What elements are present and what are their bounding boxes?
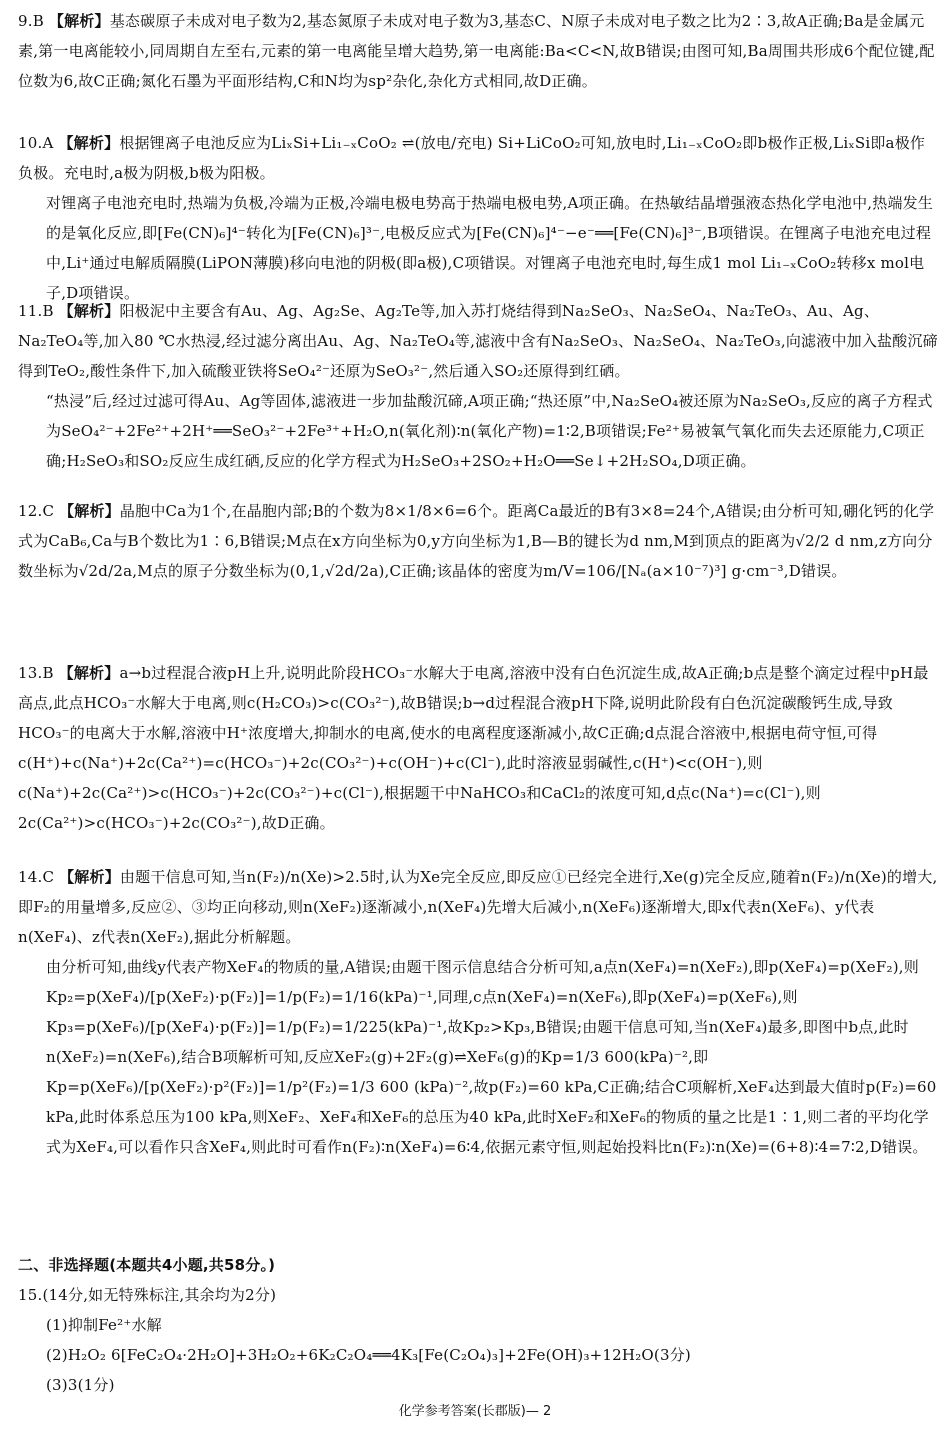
q13-analysis-tag: 【解析】 bbox=[58, 664, 120, 682]
q9-analysis-tag: 【解析】 bbox=[48, 12, 110, 30]
q10-paragraph-2: 对锂离子电池充电时,热端为负极,冷端为正极,冷端电极电势高于热端电极电势,A项正确。在热敏结晶增强液态热化学电池中,热端发生的是氧化反应,即[Fe(CN)₆]⁴⁻转化为[Fe(CN)₆]³⁻,电极反应式为[Fe(CN)₆]⁴⁻−e⁻══[Fe(CN)₆]³⁻,B项错误。在锂离子电池充电过程中,Li⁺通过电解质隔膜(LiPON薄膜)移向电池的阴极(即a极),C项错误。对锂离子电池充电时,每生成1 mol Li₁₋ₓCoO₂转移x mol电子,D项错误。 bbox=[46, 194, 934, 302]
question-9 bbox=[18, 6, 938, 96]
q10-analysis-tag: 【解析】 bbox=[58, 134, 120, 152]
q14-analysis-tag: 【解析】 bbox=[59, 868, 120, 886]
section-two bbox=[18, 1250, 938, 1400]
q15-head: 15.(14分,如无特殊标注,其余均为2分) bbox=[18, 1286, 277, 1304]
q12-analysis-tag: 【解析】 bbox=[59, 502, 120, 520]
q9-text: 基态碳原子未成对电子数为2,基态氮原子未成对电子数为3,基态C、N原子未成对电子数之比为2∶3,故A正确;Ba是金属元素,第一电离能较小,同周期自左至右,元素的第一电离能呈增大趋势,第一电离能:Ba<C<N,故B错误;由图可知,Ba周围共形成6个配位键,配位数为6,故C正确;氮化石墨为平面形结构,C和N均为sp²杂化,杂化方式相同,故D正确。 bbox=[18, 12, 935, 90]
q14-paragraph-2: 由分析可知,曲线y代表产物XeF₄的物质的量,A错误;由题干图示信息结合分析可知,a点n(XeF₄)=n(XeF₂),即p(XeF₄)=p(XeF₂),则Kp₂=p(XeF₄)/[p(XeF₂)·p(F₂)]=1/p(F₂)=1/16(kPa)⁻¹,同理,c点n(XeF₄)=n(XeF₆),即p(XeF₄)=p(XeF₆),则Kp₃=p(XeF₆)/[p(XeF₄)·p(F₂)]=1/p(F₂)=1/225(kPa)⁻¹,故Kp₂>Kp₃,B错误;由题干信息可知,当n(XeF₄)最多,即图中b点,此时n(XeF₂)=n(XeF₆),结合B项解析可知,反应XeF₂(g)+2F₂(g)⇌XeF₆(g)的Kp=1/3 600(kPa)⁻²,即Kp=p(XeF₆)/[p(XeF₂)·p²(F₂)]=1/p²(F₂)=1/3 600 (kPa)⁻²,故p(F₂)=60 kPa,C正确;结合C项解析,XeF₄达到最大值时p(F₂)=60 kPa,此时体系总压为100 kPa,则XeF₂、XeF₄和XeF₆的总压为40 kPa,此时XeF₂和XeF₆的物质的量之比是1∶1,则二者的平均化学式为XeF₄,可以看作只含XeF₄,则此时可看作n(F₂)∶n(XeF₄)=6∶4,依据元素守恒,则起始投料比n(F₂)∶n(Xe)=(6+8)∶4=7∶2,D错误。 bbox=[46, 958, 937, 1156]
q12-text: 晶胞中Ca为1个,在晶胞内部;B的个数为8×1/8×6=6个。距离Ca最近的B有3×8=24个,A错误;由分析可知,硼化钙的化学式为CaB₆,Ca与B个数比为1∶6,B错误;M点在x方向坐标为0,y方向坐标为1,B—B的键长为d nm,M到顶点的距离为√2/2 d nm,z方向分数坐标为√2d/2a,M点的原子分数坐标为(0,1,√2d/2a),C正确;该晶体的密度为m/V=106/[Nₐ(a×10⁻⁷)³] g·cm⁻³,D错误。 bbox=[18, 502, 935, 580]
q10-text-1: 根据锂离子电池反应为LiₓSi+Li₁₋ₓCoO₂ ⇌(放电/充电) Si+LiCoO₂可知,放电时,Li₁₋ₓCoO₂即b极作正极,LiₓSi即a极作负极。充电时,a极为阴极,b极为阳极。 bbox=[18, 134, 926, 182]
q14-text-1: 由题干信息可知,当n(F₂)/n(Xe)>2.5时,认为Xe完全反应,即反应①已经完全进行,Xe(g)完全反应,随着n(F₂)/n(Xe)的增大,即F₂的用量增多,反应②、③均正向移动,则n(XeF₂)逐渐减小,n(XeF₄)先增大后减小,n(XeF₆)逐渐增大,即x代表n(XeF₆)、y代表n(XeF₄)、z代表n(XeF₂),据此分析解题。 bbox=[18, 868, 938, 946]
question-14 bbox=[18, 862, 938, 1162]
q11-analysis-tag: 【解析】 bbox=[58, 302, 120, 320]
question-12 bbox=[18, 496, 938, 586]
page-footer: 化学参考答案(长郡版)— 2 bbox=[398, 1404, 552, 1419]
q15-answer-3: (3)3(1分) bbox=[46, 1376, 115, 1394]
question-13 bbox=[18, 658, 938, 838]
q15-answer-2: (2)H₂O₂ 6[FeC₂O₄·2H₂O]+3H₂O₂+6K₂C₂O₄══4K₃[Fe(C₂O₄)₃]+2Fe(OH)₃+12H₂O(3分) bbox=[46, 1346, 691, 1364]
q11-number: 11.B bbox=[18, 302, 54, 320]
q13-number: 13.B bbox=[18, 664, 54, 682]
q14-number: 14.C bbox=[18, 868, 55, 886]
q12-paragraph bbox=[18, 496, 938, 586]
q12-number: 12.C bbox=[18, 502, 55, 520]
q14-paragraph-1 bbox=[18, 862, 938, 952]
q13-text: a→b过程混合液pH上升,说明此阶段HCO₃⁻水解大于电离,溶液中没有白色沉淀生成,故A正确;b点是整个滴定过程中pH最高点,此点HCO₃⁻水解大于电离,则c(H₂CO₃)>c(CO₃²⁻),故B错误;b→d过程混合液pH下降,说明此阶段有白色沉淀碳酸钙生成,导致HCO₃⁻的电离大于水解,溶液中H⁺浓度增大,抑制水的电离,使水的电离程度逐渐减小,故C正确;d点混合溶液中,根据电荷守恒,可得c(H⁺)+c(Na⁺)+2c(Ca²⁺)=c(HCO₃⁻)+2c(CO₃²⁻)+c(OH⁻)+c(Cl⁻),此时溶液显弱碱性,c(H⁺)<c(OH⁻),则c(Na⁺)+2c(Ca²⁺)>c(HCO₃⁻)+2c(CO₃²⁻)+c(Cl⁻),根据题干中NaHCO₃和CaCl₂的浓度可知,d点c(Na⁺)=c(Cl⁻),则2c(Ca²⁺)>c(HCO₃⁻)+2c(CO₃²⁻),故D正确。 bbox=[18, 664, 929, 832]
q13-paragraph bbox=[18, 658, 938, 838]
question-10 bbox=[18, 128, 938, 308]
q10-number: 10.A bbox=[18, 134, 54, 152]
q10-paragraph-1 bbox=[18, 128, 938, 188]
q11-text-1: 阳极泥中主要含有Au、Ag、Ag₂Se、Ag₂Te等,加入苏打烧结得到Na₂SeO₃、Na₂SeO₄、Na₂TeO₃、Au、Ag、Na₂TeO₄等,加入80 ℃水热浸,经过滤分离出Au、Ag、Na₂TeO₄等,滤液中含有Na₂SeO₃、Na₂SeO₄、Na₂TeO₃,向滤液中加入盐酸沉碲得到TeO₂,酸性条件下,加入硫酸亚铁将SeO₄²⁻还原为SeO₃²⁻,然后通入SO₂还原得到红硒。 bbox=[18, 302, 938, 380]
question-11 bbox=[18, 296, 938, 476]
q11-paragraph-2: “热浸”后,经过过滤可得Au、Ag等固体,滤液进一步加盐酸沉碲,A项正确;“热还原”中,Na₂SeO₄被还原为Na₂SeO₃,反应的离子方程式为SeO₄²⁻+2Fe²⁺+2H⁺══SeO₃²⁻+2Fe³⁺+H₂O,n(氧化剂)∶n(氧化产物)=1∶2,B项错误;Fe²⁺易被氧气氧化而失去还原能力,C项正确;H₂SeO₃和SO₂反应生成红硒,反应的化学方程式为H₂SeO₃+2SO₂+H₂O══Se↓+2H₂SO₄,D项正确。 bbox=[46, 392, 933, 470]
section-two-title: 二、非选择题(本题共4小题,共58分。) bbox=[18, 1256, 276, 1274]
q11-paragraph-1 bbox=[18, 296, 938, 386]
q9-paragraph bbox=[18, 6, 938, 96]
q15-answer-1: (1)抑制Fe²⁺水解 bbox=[46, 1316, 162, 1334]
q9-number: 9.B bbox=[18, 12, 44, 30]
